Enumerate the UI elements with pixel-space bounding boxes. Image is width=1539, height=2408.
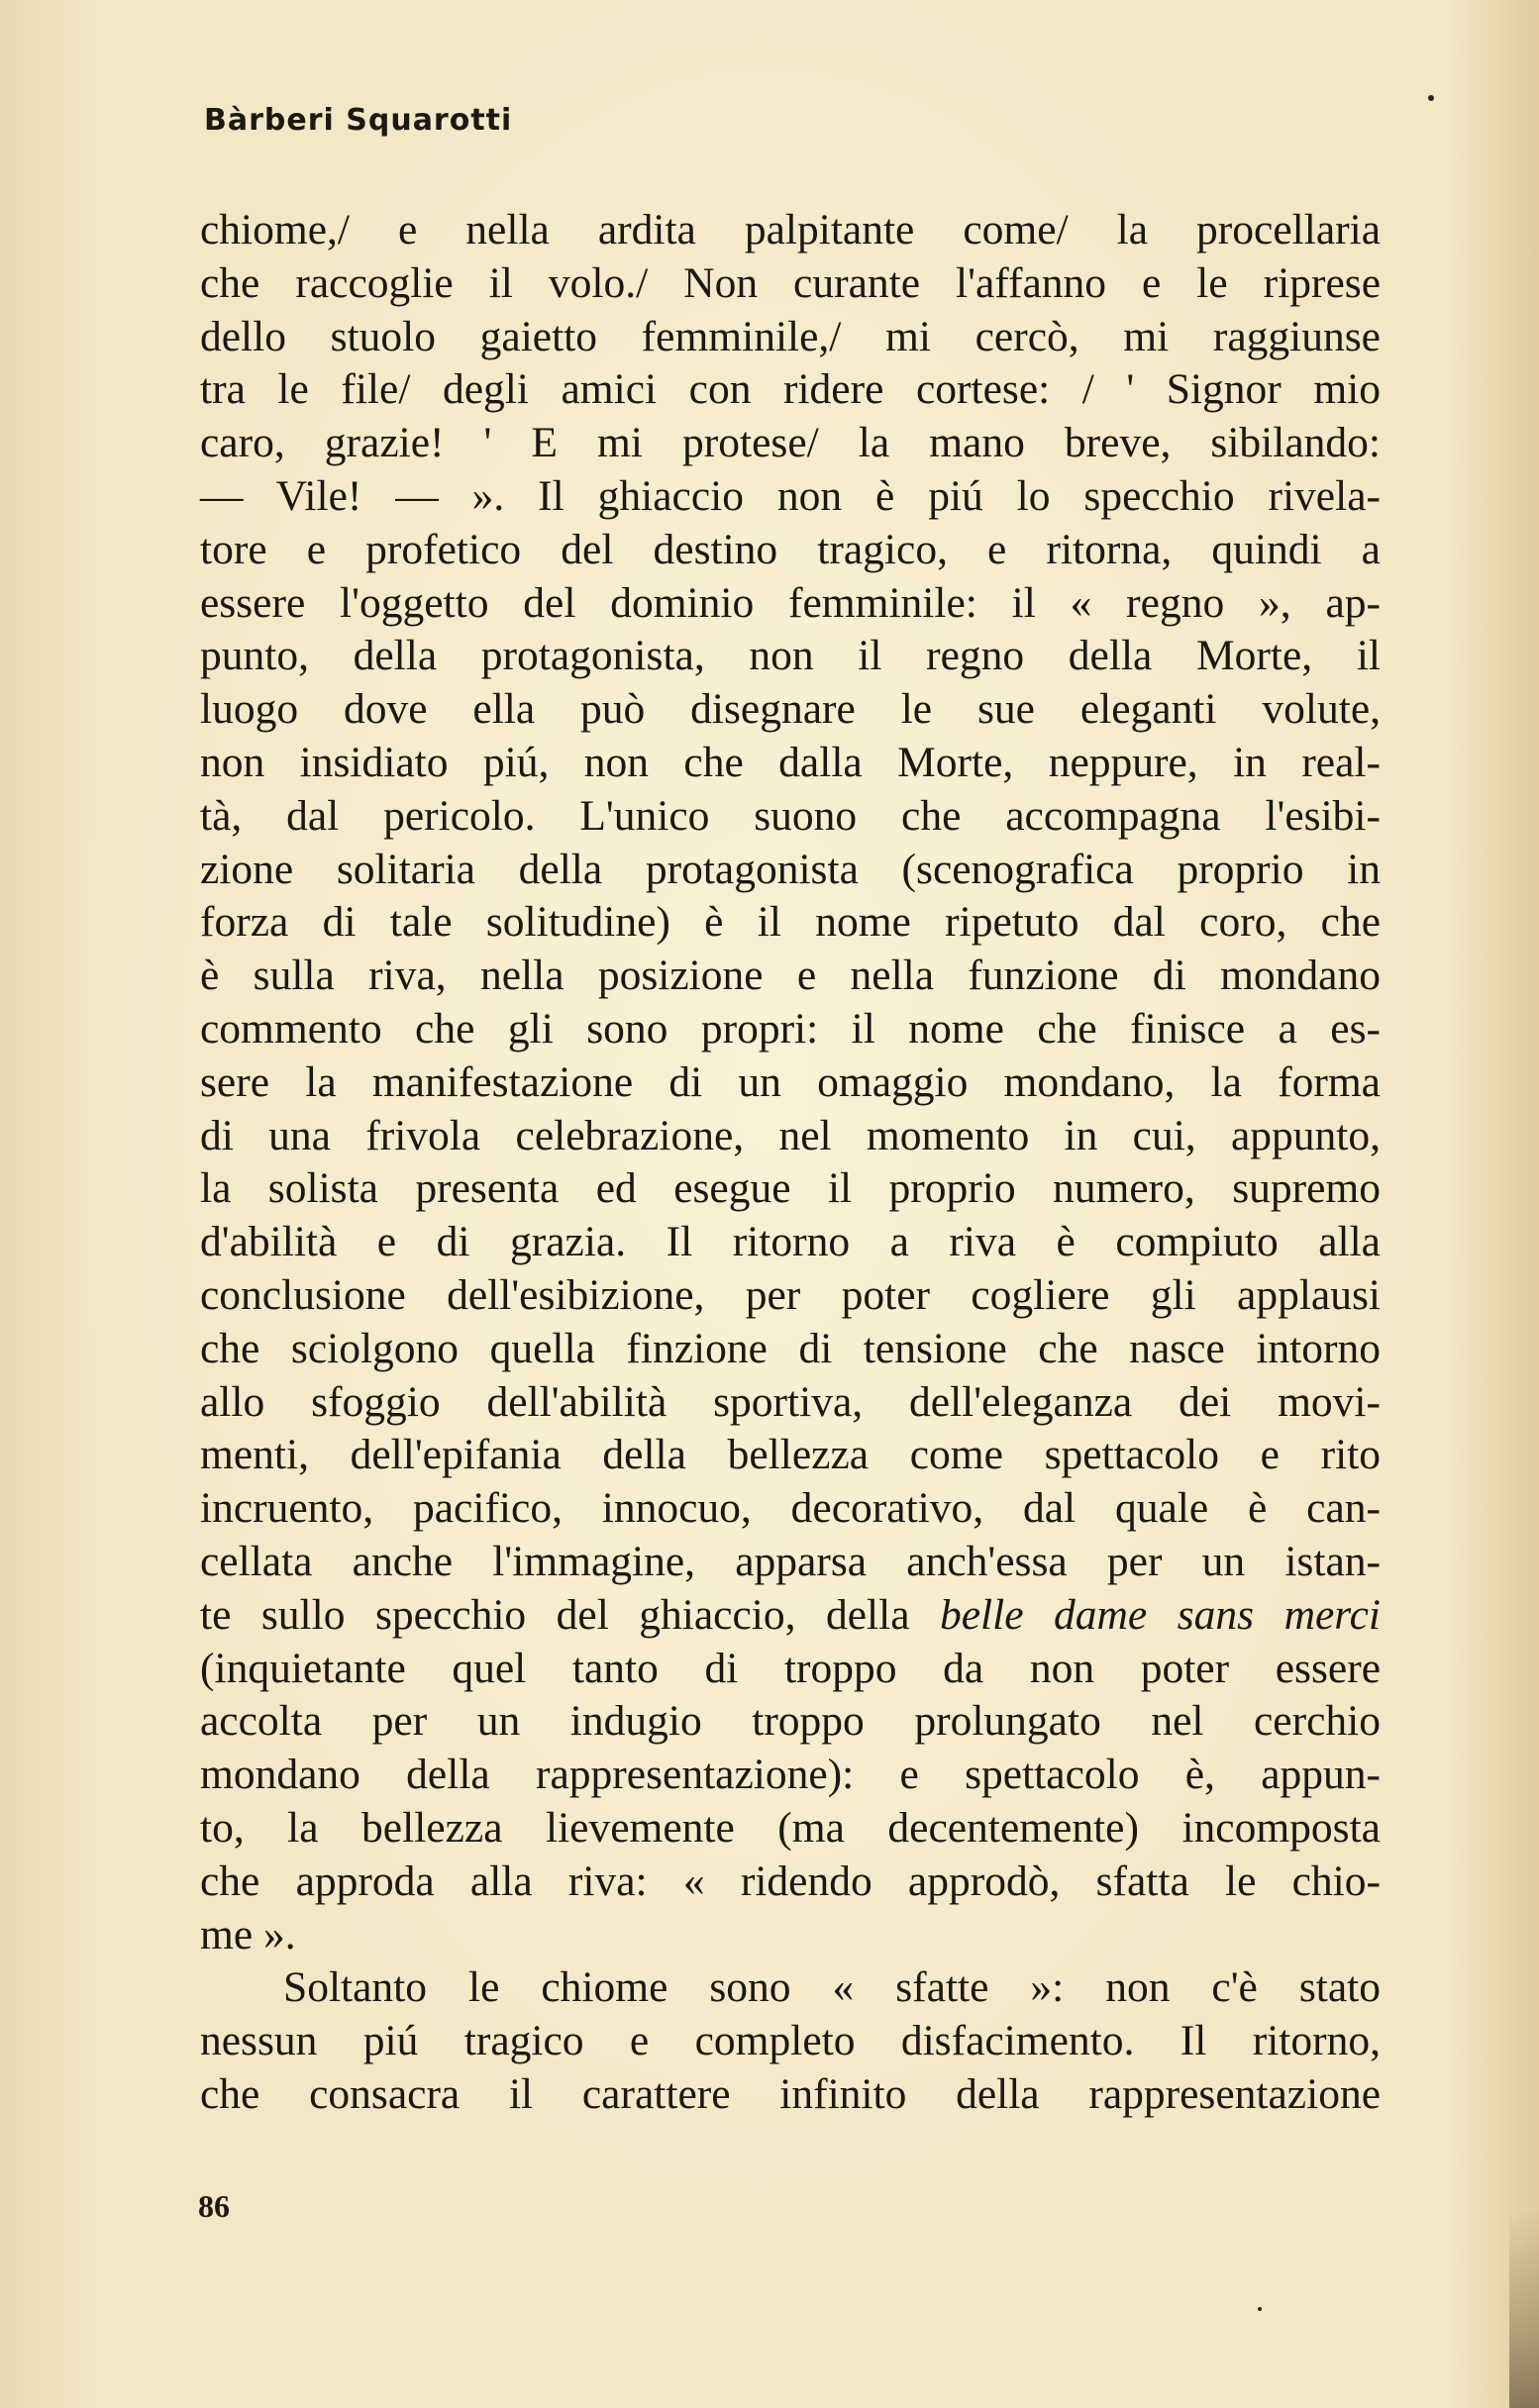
text-line: incruento, pacifico, innocuo, decorativo, dal quale è can- bbox=[200, 1484, 1381, 1533]
text-line: caro, grazie! ' E mi protese/ la mano breve, sibilando: bbox=[200, 419, 1381, 467]
text-line: che sciolgono quella finzione di tensione che nasce intorno bbox=[200, 1324, 1381, 1372]
text-line: menti, dell'epifania della bellezza come spettacolo e rito bbox=[200, 1431, 1381, 1479]
text-line: tà, dal pericolo. L'unico suono che accompagna l'esibi- bbox=[200, 791, 1381, 840]
running-head-author: Bàrberi Squarotti bbox=[204, 103, 513, 138]
text-line: che raccoglie il volo./ Non curante l'affanno e le riprese bbox=[200, 258, 1381, 307]
text-line: d'abilità e di grazia. Il ritorno a riva è compiuto alla bbox=[200, 1218, 1381, 1266]
page-edge-shadow bbox=[1509, 2210, 1539, 2408]
body-text bbox=[200, 204, 1381, 2122]
text-line: di una frivola celebrazione, nel momento in cui, appunto, bbox=[200, 1111, 1381, 1159]
text-line: tore e profetico del destino tragico, e ritorna, quindi a bbox=[200, 525, 1381, 573]
text-line: punto, della protagonista, non il regno della Morte, il bbox=[200, 632, 1381, 680]
text-line: la solista presenta ed esegue il proprio numero, supremo bbox=[200, 1164, 1381, 1213]
text-line: (inquietante quel tanto di troppo da non poter essere bbox=[200, 1644, 1381, 1692]
text-line: non insidiato piú, non che dalla Morte, neppure, in real- bbox=[200, 738, 1381, 786]
text-line-italic-title bbox=[200, 1589, 1381, 1643]
text-line: tra le file/ degli amici con ridere cortese: / ' Signor mio bbox=[200, 365, 1381, 414]
text-line: cellata anche l'immagine, apparsa anch'essa per un istan- bbox=[200, 1537, 1381, 1585]
text-line: è sulla riva, nella posizione e nella funzione di mondano bbox=[200, 952, 1381, 1000]
text-line: conclusione dell'esibizione, per poter cogliere gli applausi bbox=[200, 1270, 1381, 1319]
paragraph-start-line: Soltanto le chiome sono « sfatte »: non c'è stato bbox=[283, 1963, 1381, 2012]
text-line-roman-part: te sullo specchio del ghiaccio, della bbox=[200, 1590, 940, 1639]
text-line: zione solitaria della protagonista (scenografica proprio in bbox=[200, 845, 1381, 893]
text-line: dello stuolo gaietto femminile,/ mi cercò, mi raggiunse bbox=[200, 312, 1381, 360]
text-line: to, la bellezza lievemente (ma decentemente) incomposta bbox=[200, 1803, 1381, 1852]
text-line: che consacra il carattere infinito della rappresentazione bbox=[200, 2069, 1381, 2118]
text-line: che approda alla riva: « ridendo approdò, sfatta le chio- bbox=[200, 1856, 1381, 1905]
ink-speck bbox=[1258, 2307, 1262, 2311]
text-line: allo sfoggio dell'abilità sportiva, dell'eleganza dei movi- bbox=[200, 1377, 1381, 1426]
italic-title: belle dame sans merci bbox=[940, 1590, 1382, 1639]
paragraph-end-line: me ». bbox=[200, 1910, 296, 1958]
text-line: nessun piú tragico e completo disfacimento. Il ritorno, bbox=[200, 2017, 1381, 2065]
text-line: — Vile! — ». Il ghiaccio non è piú lo specchio rivela- bbox=[200, 471, 1381, 520]
text-line: sere la manifestazione di un omaggio mondano, la forma bbox=[200, 1057, 1381, 1106]
text-line: chiome,/ e nella ardita palpitante come/ la procellaria bbox=[200, 206, 1381, 253]
page-number: 86 bbox=[198, 2188, 230, 2224]
text-line: accolta per un indugio troppo prolungato nel cerchio bbox=[200, 1697, 1381, 1746]
text-line: forza di tale solitudine) è il nome ripetuto dal coro, che bbox=[200, 898, 1381, 947]
text-line: luogo dove ella può disegnare le sue eleganti volute, bbox=[200, 685, 1381, 734]
ink-speck bbox=[1428, 95, 1434, 101]
text-line: mondano della rappresentazione): e spettacolo è, appun- bbox=[200, 1751, 1381, 1799]
text-line: essere l'oggetto del dominio femminile: il « regno », ap- bbox=[200, 578, 1381, 627]
text-line: commento che gli sono propri: il nome che finisce a es- bbox=[200, 1004, 1381, 1053]
